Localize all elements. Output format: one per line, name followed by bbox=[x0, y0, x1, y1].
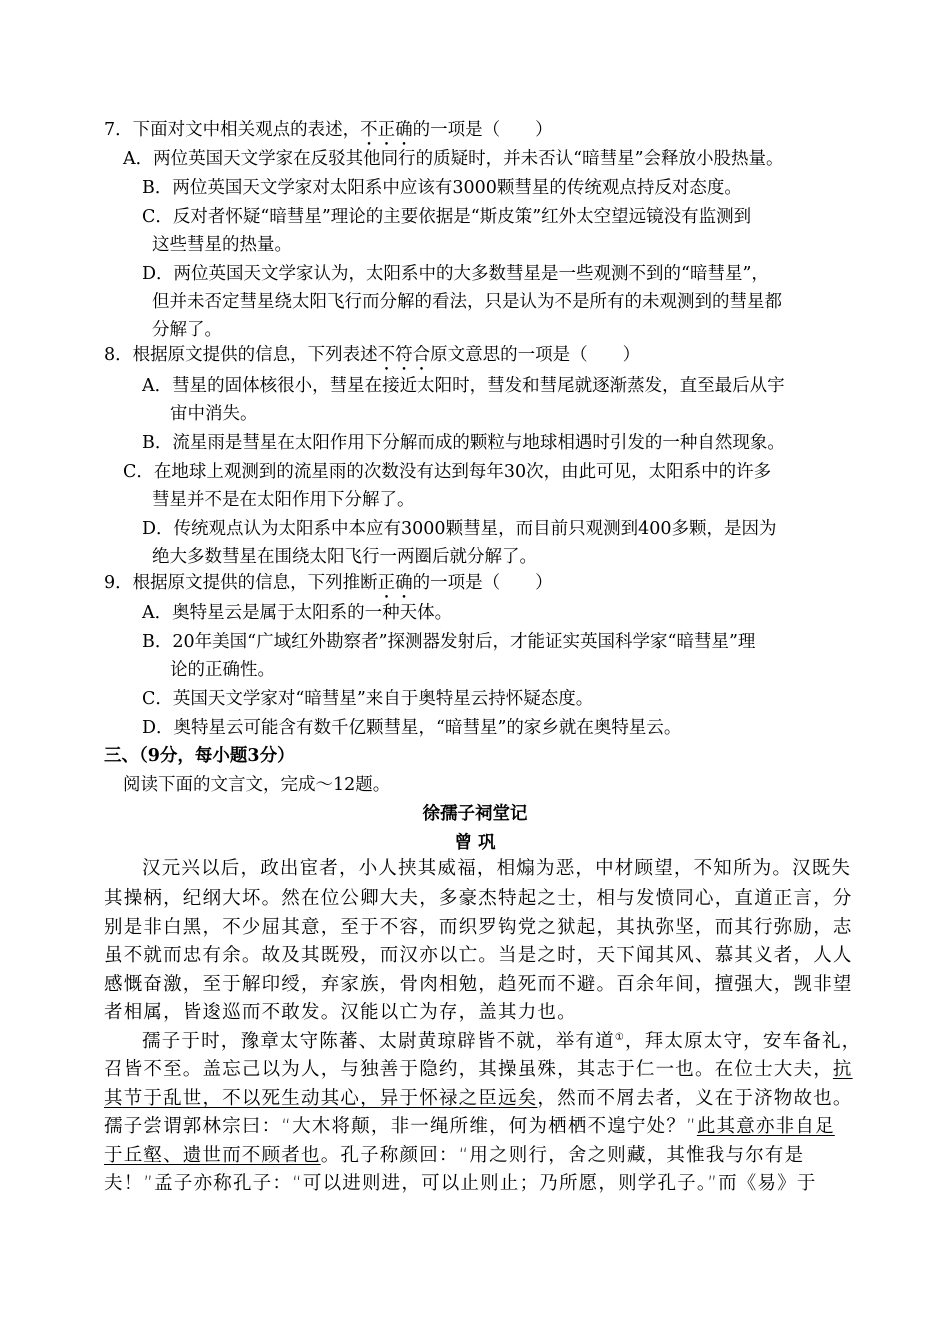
passage-p2-line4-text: 孺子尝谓郭林宗曰：“大木将颠，非一绳所维，何为栖栖不遑宁处？” bbox=[104, 1116, 697, 1137]
underlined-sentence-1: 其节于乱世，不以死生动其心，异于怀禄之臣远矣 bbox=[104, 1088, 538, 1109]
q8-option-d-line1: D．传统观点认为太阳系中本应有3000颗彗星，而目前只观测到400多颗，是因为 bbox=[142, 519, 777, 539]
q9-option-b-line1: B．20年美国“广域红外勘察者”探测器发射后，才能证实英国科学家“暗彗星”理 bbox=[142, 632, 756, 652]
q8-stem bbox=[104, 343, 640, 375]
q9-stem-text: 9．根据原文提供的信息，下列推断 bbox=[104, 573, 378, 593]
q8-stem-text: 8．根据原文提供的信息，下列表述 bbox=[104, 345, 378, 365]
q8-option-a-line2: 宙中消失。 bbox=[170, 404, 258, 424]
q7-emphasis: 不正确 bbox=[360, 120, 413, 140]
passage-p2-line5 bbox=[104, 1143, 804, 1169]
q9-option-d: D．奥特星云可能含有数千亿颗彗星，“暗彗星”的家乡就在奥特星云。 bbox=[142, 718, 682, 738]
q9-option-b-line2: 论的正确性。 bbox=[170, 660, 275, 680]
underlined-sentence-2-start: 此其意亦非自足 bbox=[696, 1116, 835, 1137]
footnote-marker: ① bbox=[614, 1032, 625, 1043]
q7-option-c-line1: C．反对者怀疑“暗彗星”理论的主要依据是“斯皮策”红外太空望远镜没有监测到 bbox=[142, 207, 752, 227]
passage-p1-line4: 虽不就而忠有余。故及其既殁，而汉亦以亡。当是之时，天下闻其风、慕其义者，人人 bbox=[104, 945, 853, 966]
q8-emphasis: 不符合 bbox=[377, 345, 431, 365]
q8-option-b: B．流星雨是彗星在太阳作用下分解而成的颗粒与地球相遇时引发的一种自然现象。 bbox=[142, 433, 785, 453]
q9-option-c: C．英国天文学家对“暗彗星”来自于奥特星云持怀疑态度。 bbox=[142, 689, 594, 709]
passage-p2-line2-text: 召皆不至。盖忘己以为人，与独善于隐约，其操虽殊，其志于仁一也。在位士大夫， bbox=[104, 1059, 833, 1080]
q7-stem bbox=[104, 118, 553, 150]
passage-p2-line6: 夫！”孟子亦称孔子：“可以进则进，可以止则止；乃所愿，则学孔子。”而《易》于 bbox=[104, 1173, 817, 1194]
q8-option-c-line2: 彗星并不是在太阳作用下分解了。 bbox=[152, 490, 415, 510]
q7-stem-text: 7．下面对文中相关观点的表述， bbox=[104, 120, 361, 140]
q7-stem-end: 的一项是（ ） bbox=[412, 120, 553, 140]
passage-title: 徐孺子祠堂记 bbox=[422, 804, 528, 824]
q7-option-d-line3: 分解了。 bbox=[152, 320, 222, 340]
passage-p2-line3 bbox=[104, 1086, 853, 1112]
q9-stem-end: 的一项是（ ） bbox=[412, 573, 553, 593]
underlined-sentence-2: 于丘壑、遗世而不顾者也 bbox=[104, 1145, 321, 1166]
passage-p1-line5: 感慨奋激，至于解印绶，弃家族，骨肉相勉，趋死而不避。百余年间，擅强大，觊非望 bbox=[104, 974, 853, 995]
passage-p2-line1 bbox=[142, 1029, 861, 1055]
passage-p2-line3-rest: ，然而不屑去者，义在于济物故也。 bbox=[537, 1088, 853, 1109]
q7-option-d-line1: D．两位英国天文学家认为，太阳系中的大多数彗星是一些观测不到的“暗彗星”， bbox=[142, 264, 769, 284]
passage-p1-line6: 者相属，皆逡巡而不敢发。汉能以亡为存，盖其力也。 bbox=[104, 1002, 577, 1023]
passage-p2-line5-rest: 。孔子称颜回：“用之则行，舍之则藏，其惟我与尔有是 bbox=[320, 1145, 805, 1166]
passage-p1-line3: 别是非白黑，不少屈其意，至于不容，而织罗钩党之狱起，其执弥坚，而其行弥励，志 bbox=[104, 917, 853, 938]
passage-p2-line4 bbox=[104, 1114, 835, 1140]
passage-p2-line1-text: 孺子于时，豫章太守陈蕃、太尉黄琼辟皆不就，举有道 bbox=[142, 1031, 615, 1052]
q8-option-a-line1: A．彗星的固体核很小，彗星在接近太阳时，彗发和彗尾就逐渐蒸发，直至最后从宇 bbox=[142, 376, 785, 396]
passage-p1-line2: 其操柄，纪纲大坏。然在位公卿大夫，多豪杰特起之士，相与发愤同心，直道正言，分 bbox=[104, 888, 853, 909]
q7-option-d-line2: 但并未否定彗星绕太阳飞行而分解的看法，只是认为不是所有的未观测到的彗星都 bbox=[152, 292, 782, 312]
q9-emphasis: 正确 bbox=[377, 573, 413, 593]
section-instruction: 阅读下面的文言文，完成～12题。 bbox=[123, 775, 391, 795]
section-heading: 三、（9分，每小题3分） bbox=[104, 746, 295, 766]
passage-p2-line1-rest: ，拜太原太守，安车备礼， bbox=[624, 1031, 862, 1052]
q7-option-b: B．两位英国天文学家对太阳系中应该有3000颗彗星的传统观点持反对态度。 bbox=[142, 178, 742, 198]
q9-stem bbox=[104, 571, 553, 603]
underlined-sentence-1-start: 抗 bbox=[832, 1059, 853, 1080]
q8-stem-end: 原文意思的一项是（ ） bbox=[430, 345, 641, 365]
q8-option-d-line2: 绝大多数彗星在围绕太阳飞行一两圈后就分解了。 bbox=[152, 547, 537, 567]
passage-p2-line2 bbox=[104, 1057, 853, 1083]
q8-option-c-line1: C．在地球上观测到的流星雨的次数没有达到每年30次，由此可见，太阳系中的许多 bbox=[123, 462, 772, 482]
q7-option-a: A．两位英国天文学家在反驳其他同行的质疑时，并未否认“暗彗星”会释放小股热量。 bbox=[123, 149, 784, 169]
q9-option-a: A．奥特星云是属于太阳系的一种天体。 bbox=[142, 603, 453, 623]
passage-p1-line1: 汉元兴以后，政出宦者，小人挟其威福，相煽为恶，中材顾望，不知所为。汉既失 bbox=[142, 858, 852, 879]
passage-author: 曾 巩 bbox=[454, 833, 496, 853]
q7-option-c-line2: 这些彗星的热量。 bbox=[152, 235, 292, 255]
